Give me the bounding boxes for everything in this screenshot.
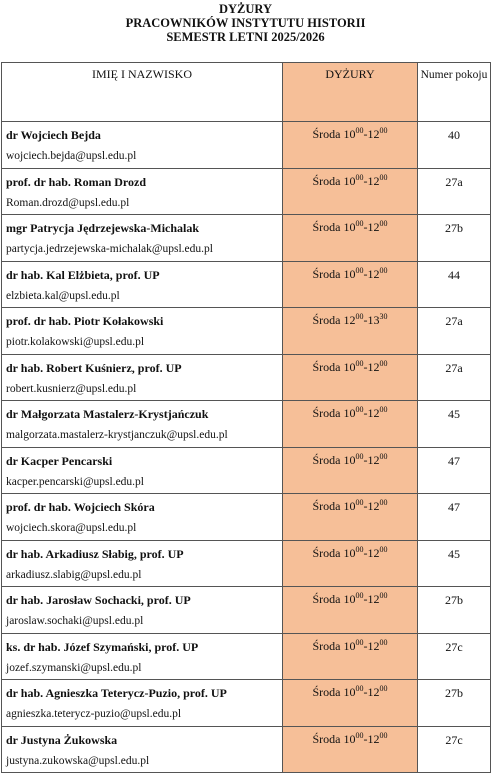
person-cell: [2, 168, 283, 215]
duty-start-hour: 12: [343, 313, 356, 327]
duty-hours-cell: Środa $10^{00}-12^{00}$: [283, 215, 418, 262]
person-name: dr hab. Jarosław Sochacki, prof. UP: [6, 593, 191, 607]
room-number: 27a: [418, 354, 491, 401]
duty-hours-cell: Środa $12^{00}-13^{30}$: [283, 308, 418, 355]
person-name: dr hab. Kal Elżbieta, prof. UP: [6, 267, 160, 282]
duty-end-minute: 00: [379, 451, 388, 461]
person-name: dr hab. Robert Kuśnierz, prof. UP: [6, 360, 182, 375]
person-cell: [2, 447, 283, 494]
room-number: 27b: [418, 587, 491, 634]
room-number: 27c: [418, 633, 491, 680]
semester-label: SEMESTR LETNI 2025/2026: [166, 30, 325, 44]
duty-end-hour: 12: [367, 452, 380, 467]
duty-end-minute: 00: [379, 730, 388, 740]
person-email: arkadiusz.slabig@upsl.edu.pl: [6, 568, 142, 581]
person-email: justyna.zukowska@upsl.edu.pl: [6, 754, 150, 767]
duty-end-hour: 12: [367, 173, 380, 188]
table-row: [2, 168, 491, 215]
person-name: prof. dr hab. Piotr Kołakowski: [6, 314, 164, 328]
duty-end-hour: 12: [367, 685, 380, 699]
person-email: wojciech.skora@upsl.edu.pl: [6, 522, 137, 534]
table-row: [2, 540, 491, 587]
room-number: 45: [418, 401, 491, 448]
duty-hours-cell: Środa $10^{00}-12^{00}$: [283, 168, 418, 215]
person-email: partycja.jedrzejewska-michalak@upsl.edu.pl: [6, 243, 213, 255]
duty-start-hour: 10: [343, 173, 356, 188]
person-email: jozef.szymanski@upsl.edu.pl: [6, 661, 142, 674]
duty-hours-cell: Środa $10^{00}-12^{00}$: [283, 122, 418, 169]
duty-start-minute: 00: [355, 312, 364, 321]
person-name: dr hab. Arkadiusz Słabig, prof. UP: [6, 546, 184, 561]
duty-end-hour: 12: [367, 731, 380, 746]
person-email: robert.kusnierz@upsl.edu.pl: [6, 382, 137, 395]
person-cell: [2, 261, 283, 308]
room-number: 47: [418, 447, 491, 494]
duty-end-hour: 12: [367, 220, 380, 234]
room-number: 27c: [418, 726, 491, 773]
column-header-duty: DYŻURY: [283, 63, 418, 122]
duty-start-hour: 10: [343, 685, 356, 699]
table-row: [2, 726, 491, 773]
duty-start-minute: 00: [355, 451, 364, 461]
duty-day: Środa: [312, 313, 341, 327]
duty-day: Środa: [312, 359, 341, 374]
duty-end-minute: 00: [379, 637, 388, 647]
column-header-name: IMIĘ I NAZWISKO: [2, 63, 283, 122]
duty-start-hour: 10: [343, 592, 356, 606]
duty-hours-cell: Środa $10^{00}-12^{00}$: [283, 633, 418, 680]
person-name: dr Kacper Pencarski: [6, 453, 113, 468]
duty-end-hour: 13: [367, 313, 380, 327]
duty-day: Środa: [312, 592, 341, 606]
duty-end-minute: 00: [379, 265, 388, 275]
person-email: piotr.kolakowski@upsl.edu.pl: [6, 336, 145, 348]
duty-hours-cell: Środa $10^{00}-12^{00}$: [283, 540, 418, 587]
person-name: ks. dr hab. Józef Szymański, prof. UP: [6, 639, 199, 654]
duty-hours-cell: Środa $10^{00}-12^{00}$: [283, 726, 418, 773]
duty-end-hour: 12: [367, 359, 380, 374]
room-number: 27b: [418, 680, 491, 727]
person-name: prof. dr hab. Roman Drozd: [6, 174, 147, 189]
duty-hours-cell: Środa $10^{00}-12^{00}$: [283, 401, 418, 448]
duty-end-hour: 12: [367, 545, 380, 560]
duty-start-hour: 10: [343, 731, 356, 746]
duty-start-minute: 00: [355, 498, 364, 507]
duty-start-minute: 00: [355, 172, 364, 182]
person-email: malgorzata.mastalerz-krystjanczuk@upsl.edu.pl: [6, 429, 228, 441]
page-subtitle: PRACOWNIKÓW INSTYTUTU HISTORII: [125, 16, 366, 30]
person-cell: [2, 122, 283, 169]
duty-end-minute: 00: [379, 498, 388, 507]
duty-hours-cell: Środa $10^{00}-12^{00}$: [283, 494, 418, 541]
table-row: [2, 633, 491, 680]
page-title: DYŻURY: [218, 2, 273, 16]
duty-day: Środa: [312, 173, 341, 188]
person-name: dr hab. Agnieszka Teterycz-Puzio, prof. UP: [6, 686, 227, 700]
table-row: [2, 122, 491, 169]
table-header-row: [2, 63, 491, 122]
duty-start-minute: 00: [355, 544, 364, 554]
duty-day: Środa: [312, 499, 341, 513]
duty-end-minute: 00: [379, 219, 388, 228]
duty-hours-table: [1, 62, 491, 773]
table-row: [2, 494, 491, 541]
person-cell: [2, 540, 283, 587]
duty-day: Środa: [312, 266, 341, 281]
duty-day: Środa: [312, 127, 341, 141]
duty-start-hour: 10: [343, 406, 356, 420]
person-email: jaroslaw.sochaki@upsl.edu.pl: [6, 615, 144, 627]
person-email: wojciech.bejda@upsl.edu.pl: [6, 150, 137, 162]
room-number: 27b: [418, 215, 491, 262]
duty-end-hour: 12: [367, 406, 380, 420]
duty-start-hour: 10: [343, 266, 356, 281]
table-row: [2, 261, 491, 308]
table-row: [2, 447, 491, 494]
duty-start-minute: 00: [355, 126, 364, 135]
duty-hours-cell: Środa $10^{00}-12^{00}$: [283, 587, 418, 634]
duty-end-minute: 00: [379, 591, 388, 600]
duty-day: Środa: [312, 406, 341, 420]
duty-start-hour: 10: [343, 359, 356, 374]
person-name: dr Justyna Żukowska: [6, 732, 118, 747]
person-cell: [2, 354, 283, 401]
room-number: 45: [418, 540, 491, 587]
room-number: 40: [418, 122, 491, 169]
duty-day: Środa: [312, 685, 341, 699]
person-cell: [2, 726, 283, 773]
duty-start-minute: 00: [355, 265, 364, 275]
person-cell: [2, 494, 283, 541]
duty-start-minute: 00: [355, 684, 364, 693]
duty-day: Środa: [312, 545, 341, 560]
duty-day: Środa: [312, 731, 341, 746]
person-cell: [2, 215, 283, 262]
duty-hours-cell: Środa $10^{00}-12^{00}$: [283, 354, 418, 401]
person-cell: [2, 308, 283, 355]
table-row: [2, 680, 491, 727]
duty-day: Środa: [312, 220, 341, 234]
duty-end-minute: 00: [379, 358, 388, 368]
person-name: dr Wojciech Bejda: [6, 128, 101, 142]
duty-start-minute: 00: [355, 591, 364, 600]
person-cell: [2, 633, 283, 680]
duty-hours-cell: Środa $10^{00}-12^{00}$: [283, 447, 418, 494]
duty-end-minute: 00: [379, 172, 388, 182]
person-name: dr Małgorzata Mastalerz-Krystjańczuk: [6, 407, 209, 421]
duty-start-hour: 10: [343, 638, 356, 653]
duty-start-hour: 10: [343, 127, 356, 141]
table-row: [2, 587, 491, 634]
duty-end-hour: 12: [367, 127, 380, 141]
person-cell: [2, 680, 283, 727]
room-number: 44: [418, 261, 491, 308]
person-name: mgr Patrycja Jędrzejewska-Michalak: [6, 221, 200, 235]
room-number: 27a: [418, 168, 491, 215]
table-row: [2, 308, 491, 355]
duty-start-hour: 10: [343, 220, 356, 234]
person-email: Roman.drozd@upsl.edu.pl: [6, 196, 130, 209]
duty-end-hour: 12: [367, 592, 380, 606]
person-email: agnieszka.teterycz-puzio@upsl.edu.pl: [6, 708, 182, 720]
person-name: prof. dr hab. Wojciech Skóra: [6, 500, 155, 514]
duty-end-minute: 00: [379, 405, 388, 414]
duty-start-minute: 00: [355, 637, 364, 647]
table-row: [2, 215, 491, 262]
person-email: kacper.pencarski@upsl.edu.pl: [6, 475, 145, 488]
duty-day: Środa: [312, 638, 341, 653]
duty-start-hour: 10: [343, 452, 356, 467]
person-cell: [2, 587, 283, 634]
duty-start-minute: 00: [355, 730, 364, 740]
duty-start-hour: 10: [343, 499, 356, 513]
person-cell: [2, 401, 283, 448]
duty-hours-cell: Środa $10^{00}-12^{00}$: [283, 261, 418, 308]
duty-end-hour: 12: [367, 266, 380, 281]
table-row: [2, 354, 491, 401]
duty-end-hour: 12: [367, 499, 380, 513]
duty-start-hour: 10: [343, 545, 356, 560]
duty-start-minute: 00: [355, 219, 364, 228]
duty-start-minute: 00: [355, 358, 364, 368]
duty-hours-cell: Środa $10^{00}-12^{00}$: [283, 680, 418, 727]
room-number: 47: [418, 494, 491, 541]
table-row: [2, 401, 491, 448]
duty-end-minute: 00: [379, 126, 388, 135]
duty-end-minute: 00: [379, 544, 388, 554]
duty-end-minute: 30: [379, 312, 388, 321]
duty-day: Środa: [312, 452, 341, 467]
person-email: elzbieta.kal@upsl.edu.pl: [6, 289, 120, 302]
room-number: 27a: [418, 308, 491, 355]
duty-end-minute: 00: [379, 684, 388, 693]
duty-end-hour: 12: [367, 638, 380, 653]
duty-start-minute: 00: [355, 405, 364, 414]
column-header-room: Numer pokoju: [418, 63, 491, 122]
